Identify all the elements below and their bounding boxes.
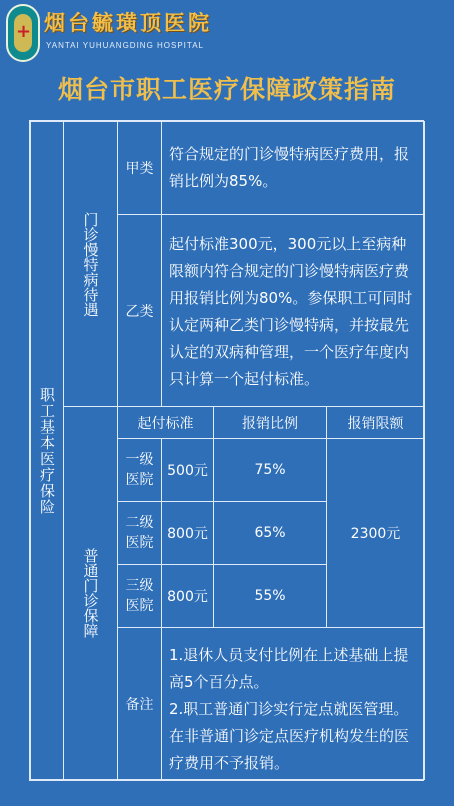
ratio-value: 55%	[213, 564, 327, 628]
note-item: 2.职工普通门诊实行定点就医管理。在非普通门诊定点医疗机构发生的医疗费用不予报销。	[169, 700, 410, 772]
limit-header: 报销限额	[326, 406, 425, 439]
threshold-value: 800元	[161, 501, 214, 565]
class-b-description: 起付标准300元，300元以上至病种限额内符合规定的门诊慢特病医疗费用报销比例为80%。参保职工可同时认定两种乙类门诊慢特病，并按最先认定的双病种管理，一个医疗年度内只计算一个起付标准。	[161, 214, 425, 407]
threshold-header: 起付标准	[117, 406, 214, 439]
ratio-value: 75%	[213, 438, 327, 502]
hospital-name: 烟台毓璜顶医院	[44, 10, 212, 35]
class-b-label: 乙类	[117, 214, 162, 407]
note-label: 备注	[117, 627, 162, 780]
page-title: 烟台市职工医疗保障政策指南	[57, 75, 396, 104]
class-a-label: 甲类	[117, 121, 162, 215]
level-cell: 三级医院	[117, 564, 162, 628]
note-item: 1.退休人员支付比例在上述基础上提高5个百分点。	[169, 646, 409, 691]
insurance-type-cell: 职工基本医疗保险	[30, 121, 64, 780]
note-content	[161, 627, 425, 780]
class-a-description: 符合规定的门诊慢特病医疗费用，报销比例为85%。	[161, 121, 425, 215]
threshold-value: 800元	[161, 564, 214, 628]
level-cell: 一级医院	[117, 438, 162, 502]
ratio-value: 65%	[213, 501, 327, 565]
threshold-value: 500元	[161, 438, 214, 502]
hospital-logo-icon	[6, 4, 40, 62]
bottom-margin	[0, 784, 454, 806]
header	[0, 0, 454, 66]
level-cell: 二级医院	[117, 501, 162, 565]
hospital-english-name: YANTAI YUHUANGDING HOSPITAL	[46, 41, 204, 50]
reimbursement-limit-value: 2300元	[326, 438, 425, 628]
ratio-header: 报销比例	[213, 406, 327, 439]
special-outpatient-label: 门诊慢特病待遇	[63, 121, 118, 407]
general-outpatient-label: 普通门诊保障	[63, 406, 118, 780]
policy-table	[29, 120, 424, 781]
